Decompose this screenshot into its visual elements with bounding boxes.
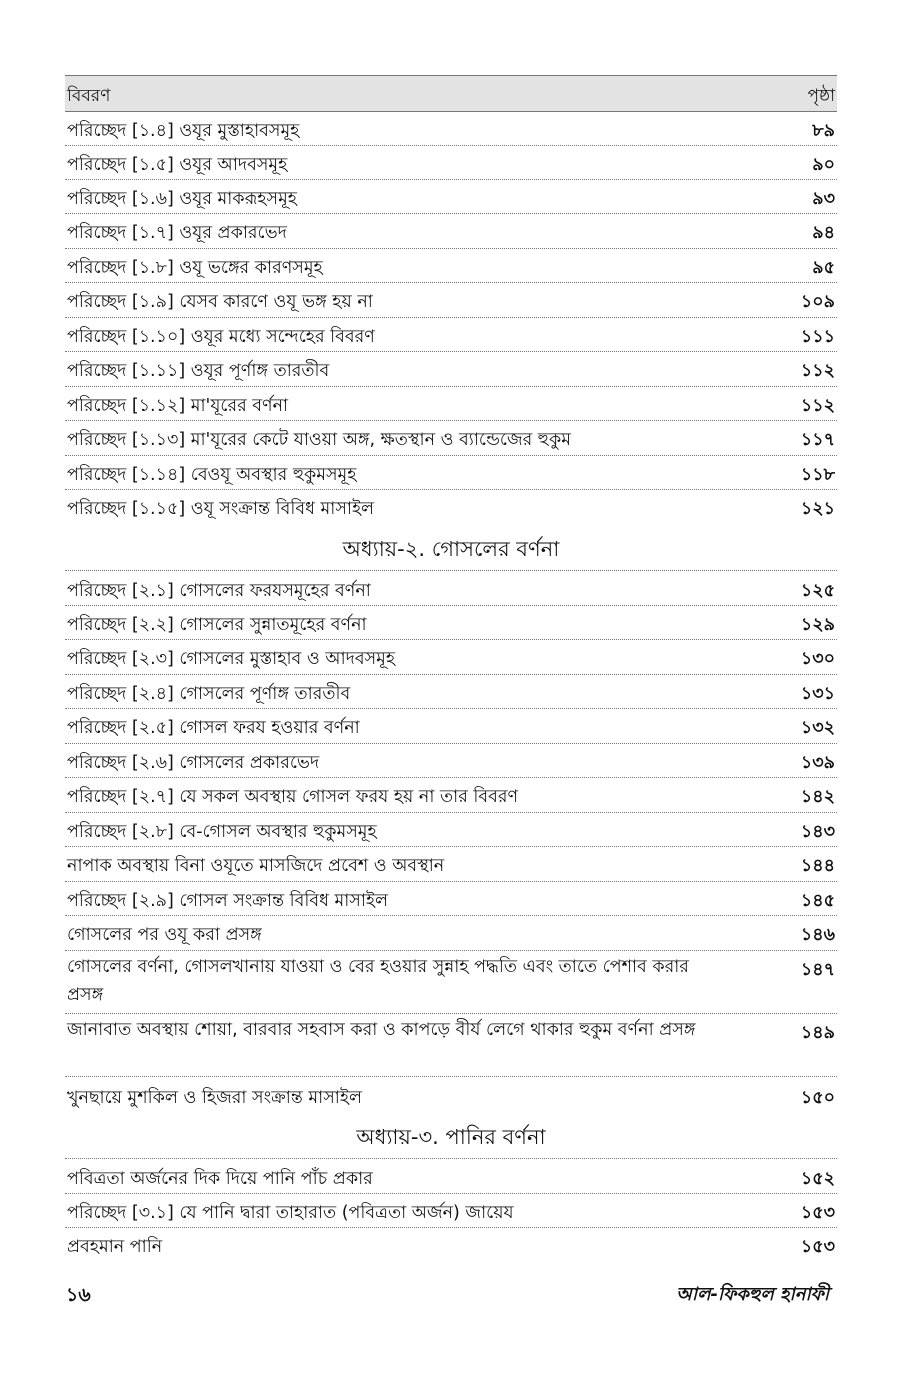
toc-entry-text: পরিচ্ছেদ [১.৮] ওযূ ভঙ্গের কারণসমূহ <box>67 258 323 278</box>
toc-entry-text: পরিচ্ছেদ [১.৫] ওযূর আদবসমূহ <box>67 155 288 175</box>
toc-entry-page: ১৫০ <box>800 1088 835 1108</box>
toc-entry-page: ১২১ <box>800 499 835 519</box>
toc-entry-text: গোসলের পর ওযূ করা প্রসঙ্গ <box>67 925 262 945</box>
toc-entry-text: পরিচ্ছেদ [২.৫] গোসল ফরয হওয়ার বর্ণনা <box>67 718 360 738</box>
toc-entry-text: খুনছায়ে মুশকিল ও হিজরা সংক্রান্ত মাসাইল <box>67 1088 363 1108</box>
toc-row <box>65 708 837 744</box>
toc-row <box>65 881 837 916</box>
toc-row <box>65 777 837 813</box>
toc-entry-text: পরিচ্ছেদ [২.৩] গোসলের মুস্তাহাব ও আদবসমূহ <box>67 649 396 669</box>
toc-entry-page: ৯৩ <box>812 189 835 209</box>
toc-row <box>65 846 837 882</box>
toc-row <box>65 1013 837 1077</box>
toc-entry-text: পরিচ্ছেদ [২.৪] গোসলের পূর্ণাঙ্গ তারতীব <box>67 684 351 704</box>
toc-entry-text: পরিচ্ছেদ [১.৭] ওযূর প্রকারভেদ <box>67 223 287 243</box>
toc-entry-text: পরিচ্ছেদ [১.১৪] বেওযূ অবস্থার হুকুমসমূহ <box>67 465 357 485</box>
page-header: পৃষ্ঠা <box>807 86 835 106</box>
toc-entry-text: পবিত্রতা অর্জনের দিক দিয়ে পানি পাঁচ প্রকার <box>67 1169 373 1189</box>
toc-entry-page: ১২৯ <box>800 615 835 635</box>
toc-entry-page: ১২৫ <box>800 581 835 601</box>
toc-entry-page: ১১৭ <box>800 430 835 450</box>
toc-entry-page: ১১২ <box>800 396 835 416</box>
toc-header <box>65 75 837 112</box>
toc-entry-text: পরিচ্ছেদ [২.২] গোসলের সুন্নাতমূহের বর্ণনা <box>67 615 367 635</box>
toc-row <box>65 489 837 524</box>
toc-entry-page: ৯৪ <box>812 223 835 243</box>
toc-entry-page: ১৪৩ <box>800 822 835 842</box>
toc-entry-page: ১৪৯ <box>800 1023 835 1043</box>
toc-entry-page: ৮৯ <box>812 121 835 141</box>
toc-row <box>65 386 837 421</box>
toc-row <box>65 1193 837 1228</box>
toc-entry-text: পরিচ্ছেদ [২.৮] বে-গোসল অবস্থার হুকুমসমূহ <box>67 822 377 842</box>
toc-entry-text: পরিচ্ছেদ [৩.১] যে পানি দ্বারা তাহারাত (পবিত্রতা অর্জন) জায়েয <box>67 1203 514 1223</box>
toc-entry-text: পরিচ্ছেদ [২.৬] গোসলের প্রকারভেদ <box>67 753 320 773</box>
toc-entry-page: ১৩০ <box>800 649 835 669</box>
toc-row <box>65 950 837 1014</box>
toc-entry-page: ১৪২ <box>800 787 835 807</box>
toc-entry-page: ১৫২ <box>800 1169 835 1189</box>
toc-entry-text: পরিচ্ছেদ [১.৯] যেসব কারণে ওযূ ভঙ্গ হয় না <box>67 292 373 312</box>
toc-entry-page: ১৩৯ <box>800 753 835 773</box>
chapter-heading: অধ্যায়-২. গোসলের বর্ণনা <box>342 537 560 561</box>
toc-row <box>65 317 837 352</box>
toc-entry-page: ১৫৩ <box>800 1203 835 1223</box>
toc-entry-text: পরিচ্ছেদ [১.৬] ওযূর মাকরূহসমূহ <box>67 189 297 209</box>
toc-entry-text: জানাবাত অবস্থায় শোয়া, বারবার সহবাস করা ও কাপড়ে বীর্য লেগে থাকার হুকুম বর্ণনা প্রসঙ্গ <box>67 1020 696 1040</box>
toc-entry-text: পরিচ্ছেদ [২.১] গোসলের ফরযসমূহের বর্ণনা <box>67 581 371 601</box>
toc-row <box>65 1076 837 1112</box>
toc-row <box>65 1227 837 1261</box>
toc-entry-page: ১৩১ <box>800 684 835 704</box>
toc-entry-text: পরিচ্ছেদ [১.১৩] মা'যূরের কেটে যাওয়া অঙ্গ, ক্ষতস্থান ও ব্যান্ডেজের হুকুম <box>67 430 571 450</box>
book-title: আল-ফিকহুল হানাফী <box>676 1284 829 1305</box>
toc-row <box>65 812 837 847</box>
toc-row <box>65 455 837 490</box>
toc-row <box>65 1159 837 1194</box>
toc-entry-text: পরিচ্ছেদ [২.৭] যে সকল অবস্থায় গোসল ফরয হয় না তার বিবরণ <box>67 787 519 807</box>
toc-row <box>65 111 837 146</box>
toc-entry-page: ১৪৫ <box>800 891 835 911</box>
toc-entry-text: পরিচ্ছেদ [১.১২] মা'যূরের বর্ণনা <box>67 396 289 416</box>
toc-row <box>65 420 837 456</box>
toc-entry-page: ১৪৭ <box>800 960 835 980</box>
toc-entry-page: ৯০ <box>812 155 835 175</box>
toc-row <box>65 915 837 951</box>
toc-entry-text: প্রবহমান পানি <box>67 1237 163 1257</box>
toc-entry-page: ১৪৪ <box>800 856 835 876</box>
toc-row <box>65 743 837 778</box>
toc-entry-text: পরিচ্ছেদ [১.১৫] ওযূ সংক্রান্ত বিবিধ মাসাইল <box>67 499 375 519</box>
toc-entry-page: ৯৫ <box>812 258 835 278</box>
chapter-divider <box>65 534 837 571</box>
toc-row <box>65 213 837 249</box>
toc-row <box>65 674 837 709</box>
toc-entry-text: পরিচ্ছেদ [২.৯] গোসল সংক্রান্ত বিবিধ মাসাইল <box>67 891 389 911</box>
toc-entry-text: নাপাক অবস্থায় বিনা ওযূতে মাসজিদে প্রবেশ ও অবস্থান <box>67 856 445 876</box>
toc-entry-page: ১১২ <box>800 361 835 381</box>
toc-entry-page: ১৪৬ <box>800 925 835 945</box>
toc-row <box>65 282 837 318</box>
toc-entry-page: ১১৮ <box>800 465 835 485</box>
toc-row <box>65 639 837 675</box>
toc-row <box>65 351 837 387</box>
toc-row <box>65 605 837 640</box>
description-header: বিবরণ <box>67 86 111 106</box>
toc-entry-page: ১৫৩ <box>800 1237 835 1257</box>
page-number: ১৬ <box>66 1284 91 1306</box>
toc-row <box>65 179 837 214</box>
toc-row <box>65 145 837 180</box>
chapter-heading: অধ্যায়-৩. পানির বর্ণনা <box>356 1125 546 1149</box>
chapter-divider <box>65 1122 837 1159</box>
toc-entry-text: পরিচ্ছেদ [১.১০] ওযূর মধ্যে সন্দেহের বিবরণ <box>67 327 375 347</box>
toc-entry-page: ১১১ <box>800 327 835 347</box>
toc-entry-page: ১৩২ <box>800 718 835 738</box>
toc-entry-page: ১০৯ <box>800 292 835 312</box>
toc-row <box>65 248 837 283</box>
toc-entry-text: পরিচ্ছেদ [১.১১] ওযূর পূর্ণাঙ্গ তারতীব <box>67 361 330 381</box>
toc-entry-text: গোসলের বর্ণনা, গোসলখানায় যাওয়া ও বের হওয়ার সুন্নাহ পদ্ধতি এবং তাতে পেশাব করার প্রসঙ্গ <box>67 957 689 1005</box>
toc-entry-text: পরিচ্ছেদ [১.৪] ওযূর মুস্তাহাবসমূহ <box>67 121 300 141</box>
toc-row <box>65 571 837 606</box>
